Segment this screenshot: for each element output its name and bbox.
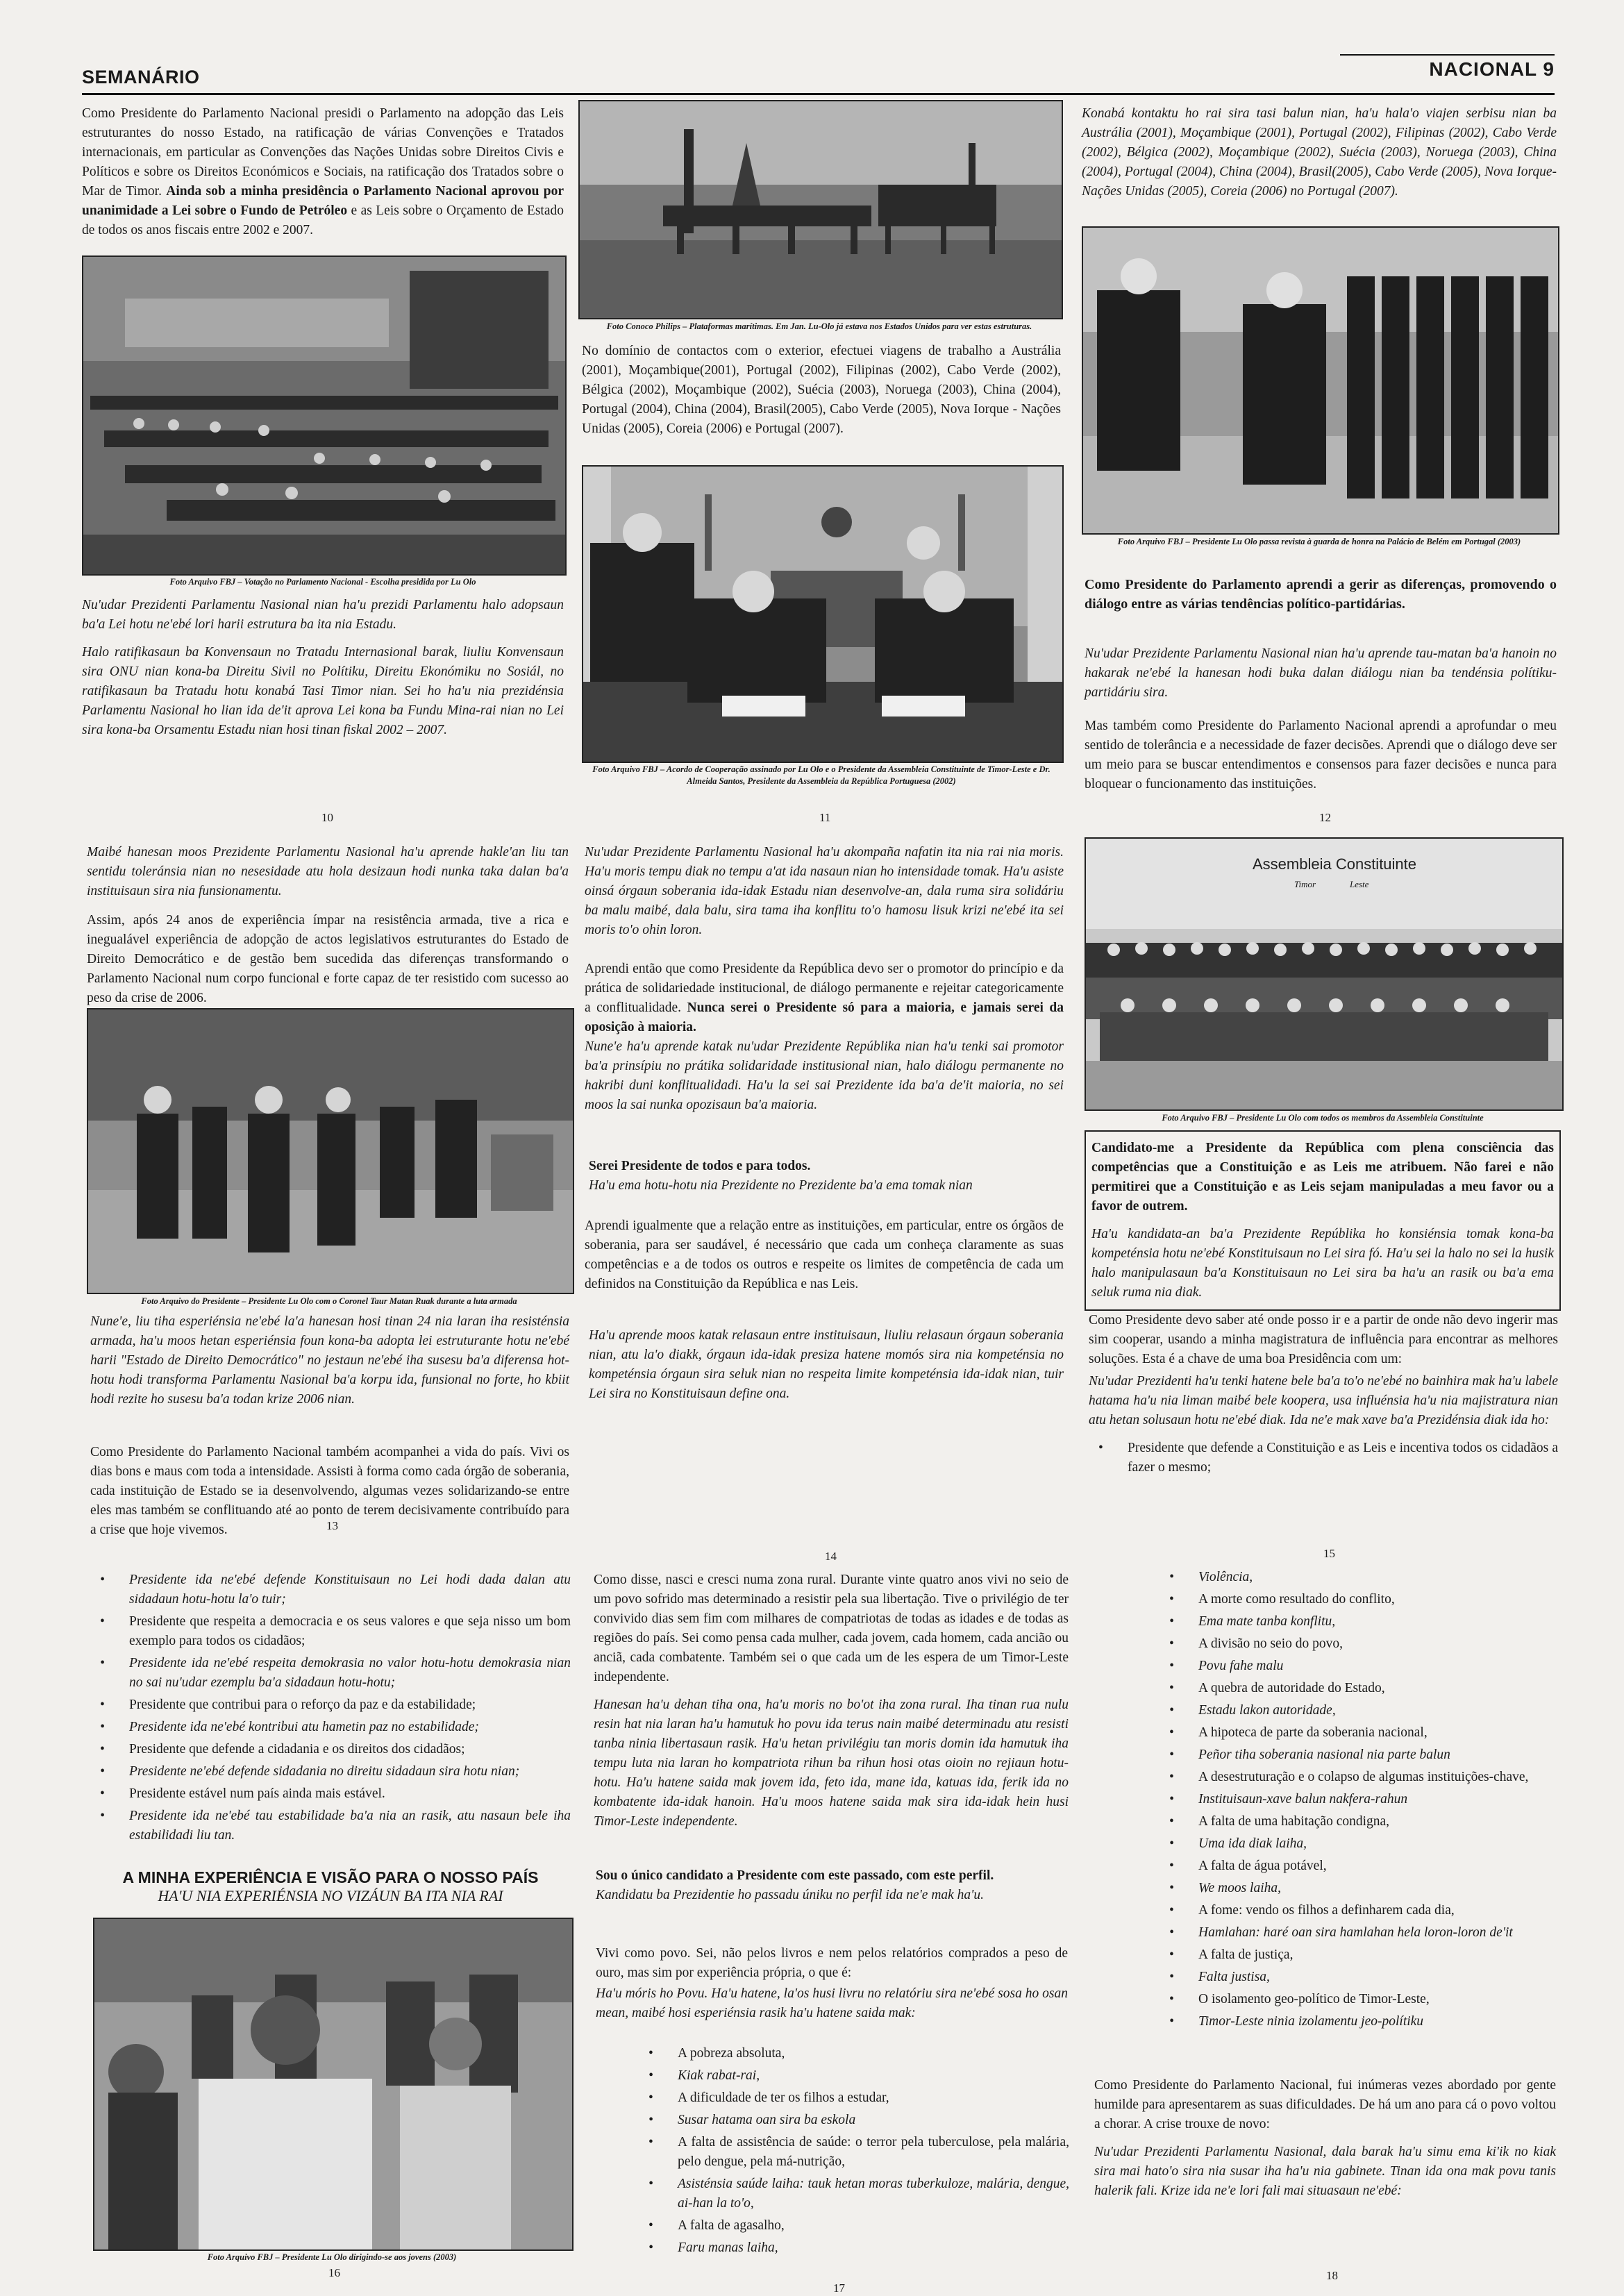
- paragraph: Ha'u kandidata-an ba'a Prezidente Repúblika ho konsiénsia tomak kona-ba kompeténsia hotu ne'ebé Konstituisaun no Lei sira fó. Ha'u sei la halo no sei la husik halo manipulasaun ba'a Konstituisaun no Lei sira ba ha'u an rasik ou ba'a ema seluk ruma nia diak.: [1091, 1227, 1554, 1300]
- paragraph: e as Leis sobre o Orçamento de Estado de todos os anos fiscais entre 2002 e 2007.: [82, 203, 564, 237]
- subheading-tetum: Ha'u ema hotu-hotu nia Prezidente no Prezidente ba'a ema tomak nian: [589, 1178, 973, 1193]
- text-block-only-candidate: [596, 1866, 1068, 1913]
- page-number: 11: [819, 811, 831, 824]
- text-block-solidarity-pt: [585, 960, 1064, 1046]
- paragraph: Assim, após 24 anos de experiência ímpar na resistência armada, tive a rica e inegualável experiência de adopção de actos legislativos estruturantes do Estado de Direito Democrático e de gestão bem sucedida das diferenças transformando o Parlamento Nacional num corpo funcional e forte capaz de ter resistido com sucesso ao peso da crise de 2006.: [87, 913, 569, 1005]
- list-item: • Presidente ida ne'ebé respeita demokrasia no valor hotu-hotu demokrasia nian no sai nu'udar ezemplu ba'a sidadaun hotu-hotu;: [90, 1654, 571, 1693]
- banner-sub-right: Leste: [1350, 879, 1369, 889]
- list-item: • A falta de uma habitação condigna,: [1160, 1812, 1548, 1832]
- section-page-label: NACIONAL 9: [1429, 58, 1555, 80]
- list-item: • Ema mate tanba konflitu,: [1160, 1612, 1548, 1632]
- text-block-parliament-tetum: [82, 596, 564, 748]
- paragraph: Como Presidente do Parlamento Nacional também acompanhei a vida do país. Vivi os dias bons e maus com toda a intensidade. Assisti à forma como cada órgão de soberania, cada instituição de Estado se ia desenvolvendo, algumas vezes solidarizando-se entre eles mas também se conflituando até ao ponto de terem decisivamente contribuído para a crise que hoje vivemos.: [90, 1445, 569, 1537]
- text-block-institutions-tetum: [589, 1326, 1064, 1412]
- paragraph: Maibé hanesan moos Prezidente Parlamentu Nasional ha'u aprende hakle'an liu tan sentidu toleránsia nian no nesesidade atu hola desizaun hodi nunka taka dalan ba'a instituisaun sira nia funsionamentu.: [87, 845, 569, 898]
- constituent-assembly-photo: [1085, 837, 1564, 1111]
- paragraph: Ha'u aprende moos katak relasaun entre instituisaun, liuliu relasaun órgaun soberania nian, atu la'o diakk, órgaun ida-idak presiza hatene momós sira nia kompeténsia no kompeténsia órgaun sira seluk nian no respeita limite kompeténsia ida-idak nian, tuir Lei sira no Konstituisaun define ona.: [589, 1328, 1064, 1401]
- list-item: • Presidente ida ne'ebé tau estabilidade ba'a nia an rasik, atu nasaun bele iha estabilidadi liu tan.: [90, 1807, 571, 1845]
- page-number: 12: [1319, 811, 1331, 824]
- text-block-rural-tetum: [594, 1695, 1069, 1840]
- list-item: • Presidente ne'ebé defende sidadania no direitu sidadaun sira hotu nian;: [90, 1762, 571, 1782]
- parliament-photo: [82, 255, 567, 576]
- text-block-experience-tetum: [90, 1312, 569, 1418]
- list-item: • A falta de assistência de saúde: o terror pela tuberculose, pela malária, pelo dengue, pela má-nutrição,: [639, 2133, 1069, 2172]
- list-item: • Instituisaun-xave balun nakfera-rahun: [1160, 1790, 1548, 1809]
- list-item: • Falta justisa,: [1160, 1968, 1548, 1987]
- paragraph: Nu'udar Prezidenti Parlamentu Nasional, dala barak ha'u simu ema ki'ik no kiak sira mai hato'o sira nia susar iha ha'u nia gabinete. Tinan ida ona mak povu tanis halerik fali. Krize ida ne'e lori fali mai situasaun ne'ebé:: [1094, 2145, 1556, 2198]
- paragraph: Hanesan ha'u dehan tiha ona, ha'u moris no bo'ot iha zona rural. Iha tinan rua nulu resin hat nia laran ha'u hamutuk ho povu ida terus nain maibé determinadu atu resisti tanba ninia libertasaun rasik. Ha'u hetan privilégiu tan moris domin ida hamutuk iha tempu luta nia laran ho kompatriota rihun ba rihun hosi otas oioin no rejiaun hotu-hotu. Ha'u hatene saida mak jovem ida, feto ida, mane ida, katuas ida, ferik ida no kombatente ida-idak hanoin. Ha'u moos hatene saida mak sira ida-idak hein husi Timor-Leste independente.: [594, 1698, 1069, 1829]
- paragraph: Aprendi igualmente que a relação entre as instituições, em particular, entre os órgãos de soberania, para ser saudável, é necessário que cada um conheça claramente as suas competências e a de todos os outros e respeite os limites de competência de cada um definidos na Constituição da República e nas Leis.: [585, 1218, 1064, 1291]
- list-item: • Uma ida diak laiha,: [1160, 1834, 1548, 1854]
- paragraph: No domínio de contactos com o exterior, efectuei viagens de trabalho a Austrália (2001), Moçambique(2001), Portugal (2002), Filipinas (2002), Cabo Verde (2002), Bélgica (2002), Moçambique (2002), Suécia (2003), Noruega (2003), China (2004), Portugal (2004), China (2004), Brasil(2005), Cabo Verde (2005), Nova Iorque - Nações Unidas (2005), Coreia (2006) e Portugal (2007).: [582, 344, 1061, 436]
- paragraph: Como Presidente do Parlamento Nacional, fui inúmeras vezes abordado por gente humilde para apresentarem as suas dificuldades. De há um ano para cá o povo voltou a chorar. A crise trouxe de novo:: [1094, 2078, 1556, 2131]
- paragraph: Como disse, nasci e cresci numa zona rural. Durante vinte quatro anos vivi no seio de um povo sofrido mas determinado a resistir pela sua libertação. Tive o privilégio de ter convivido dias sem fim com milhares de compatriotas de todas as idades e de todas as regiões do país. Sei como pensa cada mulher, cada jovem, cada homem, cada ancião ou anciã, cada combatente. Também sei o que cada um de les espera de um Timor-Leste independente.: [594, 1573, 1069, 1684]
- candidacy-box: [1085, 1130, 1561, 1311]
- text-block-president-all: [589, 1157, 1064, 1204]
- publication-name: SEMANÁRIO: [82, 67, 200, 87]
- list-item: • Faru manas laiha,: [639, 2238, 1069, 2258]
- photo-caption: Foto Arquivo FBJ – Presidente Lu Olo com todos os membros da Assembleia Constituinte: [1162, 1113, 1484, 1123]
- list-item: • Estadu lakon autoridade,: [1160, 1701, 1548, 1720]
- list-item: • A dificuldade de ter os filhos a estudar,: [639, 2088, 1069, 2108]
- list-item: • A desestruturação e o colapso de algumas instituições-chave,: [1160, 1768, 1548, 1787]
- list-item: • We moos laiha,: [1160, 1879, 1548, 1898]
- page-number: 13: [326, 1519, 338, 1532]
- paragraph: Vivi como povo. Sei, não pelos livros e nem pelos relatórios comprados a peso de ouro, mas sim por experiência própria, o que é:: [596, 1946, 1068, 1980]
- text-block-differences-tetum: [1085, 644, 1557, 711]
- list-item: • Timor-Leste ninia izolamentu jeo-polítiku: [1160, 2012, 1548, 2031]
- text-block-tolerance-tetum: [87, 843, 569, 910]
- signing-ceremony-photo: [582, 465, 1064, 763]
- paragraph: Nu'udar Prezidente Parlamentu Nasional ha'u akompaña nafatin ita nia rai nia moris. Ha'u moris tempu diak no tempu a'at ida nasaun nian ho intensidade tomak. Ha'u asiste oinsá órgaun soberania ida-idak Estadu nian desenvolve-an, dala ruma sira solidáriu ba malu maibé, dala balu, sira tama iha konflitu to'o hamosu lisuk krizi ne'ebé ita sei moris to'o ohin loron.: [585, 845, 1064, 937]
- armed-resistance-photo: [87, 1008, 574, 1294]
- list-item: • A falta de agasalho,: [639, 2216, 1069, 2236]
- list-item: • Hamlahan: haré oan sira hamlahan hela loron-loron de'it: [1160, 1923, 1548, 1943]
- section-title: A MINHA EXPERIÊNCIA E VISÃO PARA O NOSSO PAÍS: [122, 1868, 539, 1886]
- paragraph: Aprendi então que como Presidente da República devo ser o promotor do princípio e da prática de solidariedade institucional, de diálogo permanente e rejeitar categoricamente a conflitualidade.: [585, 962, 1064, 1015]
- list-item: • A falta de justiça,: [1160, 1945, 1548, 1965]
- photo-caption: Foto Arquivo FBJ – Votação no Parlamento Nacional - Escolha presidida por Lu Olo: [169, 577, 476, 587]
- page-number: 14: [825, 1550, 837, 1563]
- list-item: • A pobreza absoluta,: [639, 2044, 1069, 2063]
- text-block-parliament-pt: [82, 104, 564, 249]
- oil-platform-photo: [578, 100, 1063, 319]
- list-item: • Povu fahe malu: [1160, 1657, 1548, 1676]
- list-item: • Presidente que defende a Constituição e as Leis e incentiva todos os cidadãos a fazer o mesmo;: [1089, 1439, 1558, 1477]
- youth-crowd-photo: [93, 1918, 574, 2251]
- section-subtitle: HA'U NIA EXPERIÉNSIA NO VIZÁUN BA ITA NIA RAI: [158, 1887, 503, 1904]
- text-block-travel-tetum: [1082, 104, 1557, 210]
- paragraph: Nune'e ha'u aprende katak nu'udar Prezidente Repúblika nian ha'u tenki sai promotor ba'a prinsípiu no prátika solidaridade institusional nian, halo diálogu permanente no hakribi duni konflitualidadi. Ha'u la sei sai Prezidente ida ba'a de'it maioria, no sei moos la sai nunka opozisaun ba'a maioria.: [585, 1039, 1064, 1112]
- page-number: 18: [1326, 2269, 1338, 2282]
- list-item: • Presidente ida ne'ebé kontribui atu hametin paz no estabilidade;: [90, 1718, 571, 1737]
- text-block-tolerance-pt: [1085, 717, 1557, 803]
- photo-caption: Foto Conoco Philips – Plataformas marítimas. Em Jan. Lu-Olo já estava nos Estados Unidos para ver estas estruturas.: [606, 321, 1032, 331]
- paragraph-bold: Candidato-me a Presidente da República com plena consciência das competências que a Constituição e as Leis me atribuem. Não farei e não permitirei que a Constituição e as Leis sejam manipuladas a meu favor ou a favor de outrem.: [1091, 1141, 1554, 1214]
- list-item: • A quebra de autoridade do Estado,: [1160, 1679, 1548, 1698]
- list-item: • Presidente que contribui para o reforço da paz e da estabilidade;: [90, 1695, 571, 1715]
- photo-caption: Foto Arquivo FBJ – Presidente Lu Olo dirigindo-se aos jovens (2003): [207, 2252, 457, 2262]
- list-item: • Susar hatama oan sira ba eskola: [639, 2111, 1069, 2130]
- paragraph: Mas também como Presidente do Parlamento Nacional aprendi a aprofundar o meu sentido de tolerância e a necessidade de fazer decisões. Aprendi que o diálogo deve ser um meio para se buscar entendimentos e consensos para fazer decisões e nunca para bloquear o funcionamento das instituições.: [1085, 719, 1557, 791]
- president-qualities-list: [90, 1570, 571, 1848]
- text-block-lived-with-people: [596, 1944, 1068, 2026]
- list-item: • Presidente que defende a cidadania e os direitos dos cidadãos;: [90, 1740, 571, 1759]
- text-block-experience-pt: [87, 911, 569, 1016]
- paragraph: Ha'u móris ho Povu. Ha'u hatene, la'os husi livru no relatóriu sira ne'ebé sosa ho osan mean, maibé hosi esperiénsia rasik ha'u hatene saida mak:: [596, 1986, 1068, 2020]
- list-item: • Violência,: [1160, 1568, 1548, 1587]
- paragraph: Halo ratifikasaun ba Konvensaun no Tratadu Internasional barak, liuliu Konvensaun sira ONU nian kona-ba Direitu Sivil no Polítiku, Direitu Ekonómiku no Sosiál, no ratifikasaun ba Tratadu hotu konabá Tasi Timor nian. Sei ho ha'u nia prezidénsia Parlamentu Nasional ho lian ida de'it aprova Lei kona ba Fundu Mina-rai nian no Lei sira kona-ba Orsamentu Estadu nian hosi tinan fiskal 2002 – 2007.: [82, 645, 564, 737]
- page-number: 16: [328, 2266, 340, 2279]
- paragraph: Como Presidente do Parlamento Nacional presidi o Parlamento na adopção das Leis estruturantes do nosso Estado, na ratificação de várias Convenções e Tratados internacionais, em particular as Convenções das Nações Unidas sobre Direitos Civis e Políticos e sobre os Direitos Económicos e Sociais, na ratificação dos Tratados sobre o Mar de Timor.: [82, 106, 564, 199]
- list-item: • Kiak rabat-rai,: [639, 2066, 1069, 2086]
- paragraph: Nune'e, liu tiha esperiénsia ne'ebé la'a hanesan hosi tinan 24 nia laran iha resisténsia armada, ha'u moos hetan esperiénsia foun kona-ba adopta lei estruturante hotu ne'ebé harii "Estado de Direito Democrático" no jestaun ne'ebé iha susesu ba'a diferensa hot-hotu hodi transforma Parlamentu Nasional ba'a korpu ida, funsional no forte, ho kbiit hodi rezite ho susesu ba'a todan krize 2006 nian.: [90, 1314, 569, 1407]
- heading-manage-differences: [1085, 575, 1557, 622]
- subheading-tetum: Kandidatu ba Prezidentie ho passadu úniku no perfil ida ne'e mak ha'u.: [596, 1888, 984, 1902]
- hardships-list: [639, 2044, 1069, 2261]
- list-item: • Presidente que respeita a democracia e os seus valores e que seja nisso um bom exemplo para todos os cidadãos;: [90, 1612, 571, 1651]
- list-item: • A fome: vendo os filhos a definharem cada dia,: [1160, 1901, 1548, 1920]
- paragraph: Nu'udar Prezidente Parlamentu Nasional nian ha'u aprende tau-matan ba'a hanoin no hakarak ne'ebé la hanesan hodi buka dalan diálogu nian ba tendénsia polítiku-partidáriu sira.: [1085, 646, 1557, 700]
- paragraph-bold: Nunca serei o Presidente só para a maioria, e jamais serei da oposição à maioria.: [585, 1000, 1064, 1034]
- list-item: • Presidente ida ne'ebé defende Konstituisaun no Lei hodi dada dalan atu sidadaun hotu-hotu la'o tuir;: [90, 1570, 571, 1609]
- header-rule-right: [1340, 54, 1555, 56]
- list-item: • Asisténsia saúde laiha: tauk hetan moras tuberkuloze, malária, dengue, ai-han la to'o,: [639, 2175, 1069, 2213]
- section-heading: [90, 1868, 571, 1905]
- paragraph: Nu'udar Prezidenti ha'u tenki hatene bele ba'a to'o ne'ebé no bainhira mak ha'u labele hatama ha'u nia liman maibé bele koopera, usa influénsia ha'u nia majistratura nian atu hetan solusaun hotu ne'ebé diak. Ida ne'e mak xave ba'a Prezidénsia diak ida ho:: [1089, 1374, 1558, 1427]
- subheading: Sou o único candidato a Presidente com este passado, com este perfil.: [596, 1868, 994, 1883]
- text-block-crisis-pt: [1094, 2076, 1556, 2209]
- photo-caption: Foto Arquivo FBJ – Presidente Lu Olo passa revista à guarda de honra na Palácio de Belém em Portugal (2003): [1117, 537, 1521, 546]
- header-rule: [82, 93, 1555, 95]
- list-item: • O isolamento geo-político de Timor-Leste,: [1160, 1990, 1548, 2009]
- text-block-solidarity-tetum: [585, 1037, 1064, 1123]
- page-number: 17: [833, 2281, 845, 2295]
- subheading: Serei Presidente de todos e para todos.: [589, 1159, 811, 1173]
- banner-sub-left: Timor: [1294, 879, 1316, 889]
- paragraph: Konabá kontaktu ho rai sira tasi balun nian, ha'u hala'o viajen serbisu nian ba Austrália (2001), Moçambique (2001), Portugal (2002), Filipinas (2002), Cabo Verde (2002), Bélgica (2002), Moçambique (2002), Suécia (2003), Noruega (2003), China (2004), Portugal (2004), China (2004), Brasil(2005), Cabo Verde (2005), Nova Iorque- Nações Unidas (2005), Coreia (2006) no Portugal (2007).: [1082, 106, 1557, 199]
- paragraph: Como Presidente devo saber até onde posso ir e a partir de onde não devo ingerir mas sim cooperar, usando a minha magistratura de influência para encontrar as melhores soluções. Esta é a chave de uma boa Presidência com um:: [1089, 1313, 1558, 1366]
- page-number: 10: [321, 811, 333, 824]
- crisis-effects-list: [1160, 1568, 1548, 2034]
- list-item: • A divisão no seio do povo,: [1160, 1634, 1548, 1654]
- honor-guard-photo: [1082, 226, 1559, 535]
- photo-caption: Foto Arquivo FBJ – Acordo de Cooperação assinado por Lu Olo e o Presidente da Assembleia Constituinte de Timor-Leste e Dr. Almeida Santos, Presidente da Assembleia da República Portuguesa (2002): [592, 764, 1050, 786]
- list-item: • Presidente estável num país ainda mais estável.: [90, 1784, 571, 1804]
- list-item: • A hipoteca de parte da soberania nacional,: [1160, 1723, 1548, 1743]
- text-block-life-of-country-tetum: [585, 843, 1064, 948]
- list-item: • A falta de água potável,: [1160, 1857, 1548, 1876]
- text-block-rural-pt: [594, 1570, 1069, 1695]
- paragraph-bold: Ainda sob a minha presidência o Parlamento Nacional aprovou por unanimidade a Lei sobre o Fundo de Petróleo: [82, 184, 564, 218]
- paragraph-bold: Como Presidente do Parlamento aprendi a gerir as diferenças, promovendo o diálogo entre as várias tendências político-partidárias.: [1085, 577, 1557, 612]
- paragraph: Nu'udar Prezidenti Parlamentu Nasional nian ha'u prezidi Parlamentu halo adopsaun ba'a Lei hotu ne'ebé lori harii estrutura ba ita nia Estadu.: [82, 598, 564, 632]
- text-block-institutions-pt: [585, 1216, 1064, 1302]
- photo-caption: Foto Arquivo do Presidente – Presidente Lu Olo com o Coronel Taur Matan Ruak durante a luta armada: [141, 1296, 517, 1306]
- text-block-cooperate-pt: [1089, 1311, 1558, 1480]
- banner-title: Assembleia Constituinte: [1253, 855, 1417, 873]
- page-number: 15: [1323, 1547, 1335, 1560]
- text-block-travel-pt: [582, 342, 1061, 447]
- list-item: • Peñor tiha soberania nasional nia parte balun: [1160, 1745, 1548, 1765]
- list-item: • A morte como resultado do conflito,: [1160, 1590, 1548, 1609]
